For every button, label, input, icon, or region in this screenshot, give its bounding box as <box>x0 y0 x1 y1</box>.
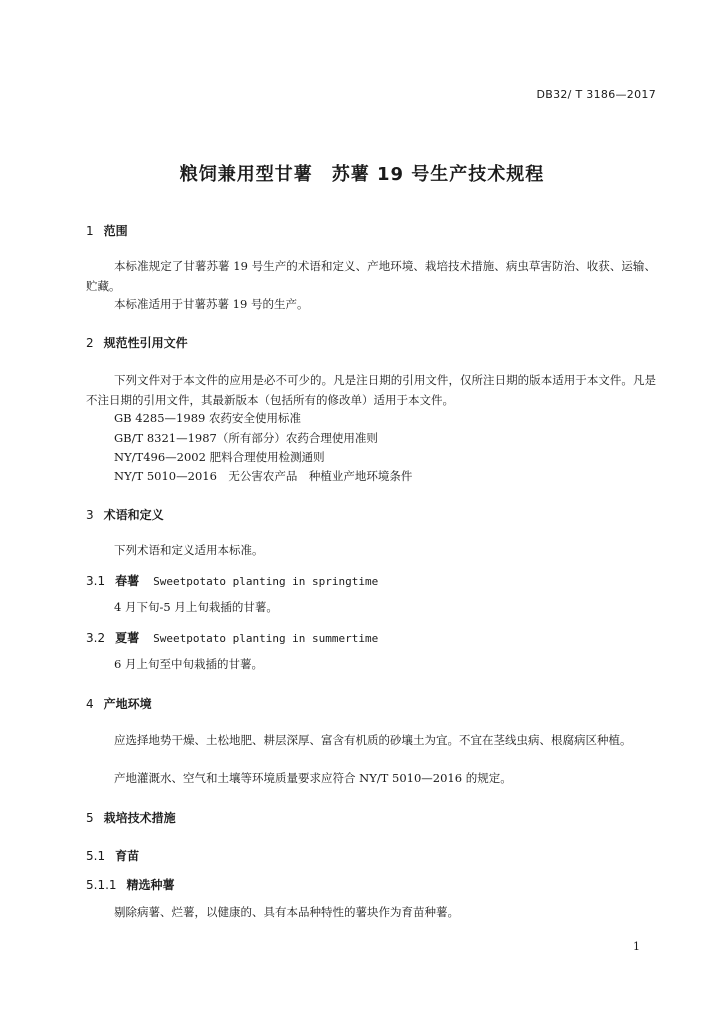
reference-item: NY/T 5010—2016 无公害农产品 种植业产地环境条件 <box>114 469 413 483</box>
document-code: DB32/ T 3186—2017 <box>536 88 656 101</box>
subsection-heading-5-1: 5.1 育苗 <box>86 849 140 863</box>
reference-item: GB/T 8321—1987（所有部分）农药合理使用准则 <box>114 431 378 445</box>
term-definition-3-1: 4 月下旬-5 月上旬栽插的甘薯。 <box>114 600 278 614</box>
scope-paragraph-2: 本标准适用于甘薯苏薯 19 号的生产。 <box>114 297 309 311</box>
subsection-heading-5-1-1: 5.1.1 精选种薯 <box>86 878 175 892</box>
references-intro: 下列文件对于本文件的应用是必不可少的。凡是注日期的引用文件，仅所注日期的版本适用于本文件。凡是不注日期的引用文件，其最新版本（包括所有的修改单）适用于本文件。 <box>86 373 656 407</box>
environment-paragraph-1: 应选择地势干燥、土松地肥、耕层深厚、富含有机质的砂壤土为宜。不宜在茎线虫病、根腐病区种植。 <box>114 733 632 747</box>
term-definition-3-2: 6 月上旬至中旬栽插的甘薯。 <box>114 657 263 671</box>
term-heading-3-1: 3.1 春薯 Sweetpotato planting in springtime <box>86 574 379 588</box>
reference-item: GB 4285—1989 农药安全使用标准 <box>114 411 301 425</box>
section-heading-1: 1 范围 <box>86 224 128 238</box>
page-number: 1 <box>633 940 640 953</box>
section-heading-2: 2 规范性引用文件 <box>86 336 188 350</box>
section-heading-5: 5 栽培技术措施 <box>86 811 176 825</box>
section-heading-4: 4 产地环境 <box>86 697 152 711</box>
document-title: 粮饲兼用型甘薯 苏薯 19 号生产技术规程 <box>179 164 545 185</box>
section-heading-3: 3 术语和定义 <box>86 508 164 522</box>
term-heading-3-2: 3.2 夏薯 Sweetpotato planting in summertime <box>86 631 379 645</box>
reference-item: NY/T496—2002 肥料合理使用检测通则 <box>114 450 325 464</box>
scope-paragraph-1: 本标准规定了甘薯苏薯 19 号生产的术语和定义、产地环境、栽培技术措施、病虫草害防治、收获、运输、贮藏。 <box>86 259 656 293</box>
terms-intro: 下列术语和定义适用本标准。 <box>114 543 264 557</box>
environment-paragraph-2: 产地灌溉水、空气和土壤等环境质量要求应符合 NY/T 5010—2016 的规定。 <box>114 771 512 785</box>
seed-selection-paragraph: 剔除病薯、烂薯，以健康的、具有本品种特性的薯块作为育苗种薯。 <box>114 905 459 919</box>
